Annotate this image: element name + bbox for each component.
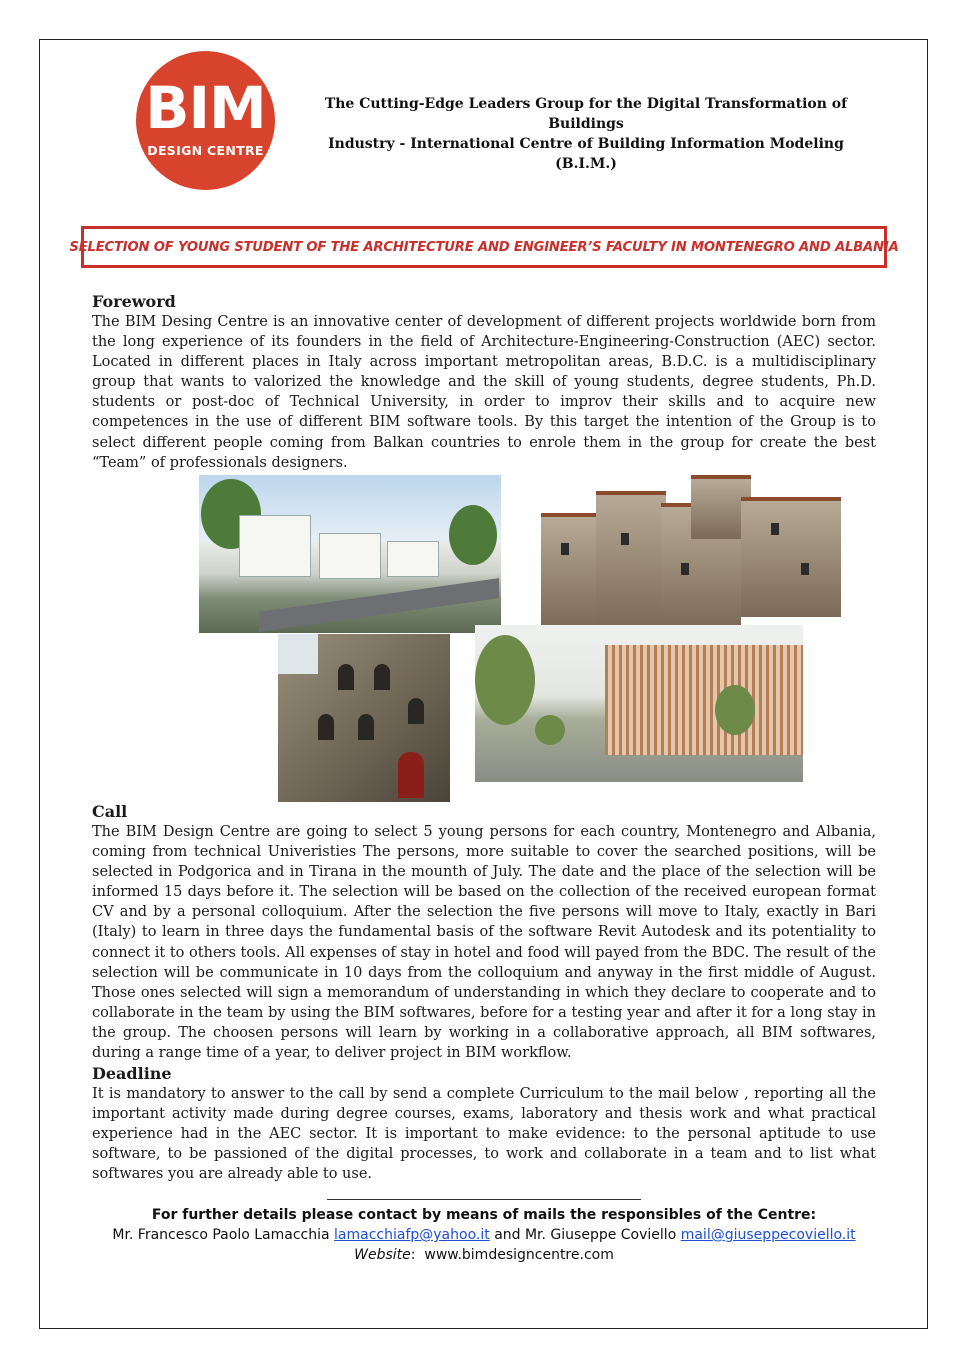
tree-shape (475, 635, 535, 725)
red-door-shape (398, 752, 424, 798)
call-section (92, 802, 876, 1063)
building-shape (541, 513, 601, 625)
call-body: The BIM Design Centre are going to select 5 young persons for each country, Montenegro and Albania, coming from technical Univeristies The persons, more suitable to cover the searched positions, will be selected in Podgorica and in Tirana in the mounth of July. The date and the place of the selection will be informed 15 days before it. The selection will be based on the collection of the received european format CV and by a personal colloquium. After the selection the five persons will move to Italy, exactly in Bari (Italy) to learn in three days the fundamental basis of the software Revit Autodesk and its potentiality to connect it to others tools. All expenses of stay in hotel and food will payed from the BDC. The result of the selection will be communicate in 10 days from the colloquium and anyway in the first middle of August. Those ones selected will sign a memorandum of understanding in which they declare to cooperate and to collaborate in the team by using the BIM softwares, before for a testing year and after it for a long stay in the group. The choosen persons will learn by working in a collaborative approach, all BIM softwares, during a range time of a year, to deliver project in BIM workflow. (92, 824, 876, 1062)
email-link-2[interactable]: mail@giuseppecoviello.it (680, 1227, 856, 1243)
title-banner (69, 226, 899, 268)
website-url[interactable]: www.bimdesigncentre.com (424, 1247, 614, 1263)
email-link-1[interactable]: lamacchiafp@yahoo.it (334, 1227, 490, 1243)
arch-window-shape (358, 714, 374, 740)
deadline-heading: Deadline (92, 1064, 172, 1083)
photo-timber-facade (475, 625, 803, 782)
deadline-body: It is mandatory to answer to the call by send a complete Curriculum to the mail below , reporting all the important activity made during degree courses, exams, laboratory and thesis work and what practical experience had in the AEC sector. It is important to make evidence: to the personal aptitude to use software, to be passioned of the digital processes, to work and collaborate in a team and to list what softwares you are already able to use. (92, 1086, 876, 1183)
timber-slats-shape (605, 645, 803, 755)
logo-sub-text: DESIGN CENTRE (147, 143, 264, 158)
arch-window-shape (374, 664, 390, 690)
bim-logo (136, 51, 275, 190)
tagline-line-2: Industry - International Centre of Building Information Modeling (B.I.M.) (328, 136, 844, 172)
arch-window-shape (338, 664, 354, 690)
website-line (60, 1245, 908, 1265)
website-colon: : (410, 1247, 425, 1263)
photo-historic-buildings (541, 473, 841, 625)
window-shape (561, 543, 569, 555)
arch-window-shape (408, 698, 424, 724)
building-shape (741, 497, 841, 617)
call-heading: Call (92, 802, 128, 821)
contact-person-2: and Mr. Giuseppe Coviello (494, 1227, 677, 1243)
foreword-body: The BIM Desing Centre is an innovative center of development of different projects worldwide born from the long experience of its founders in the field of Architecture-Engineering-Construction (AEC) sector. Located in different places in Italy across important metropolitan areas, B.D.C. is a multidisciplinary group that wants to valorized the knowledge and the skill of young students, degree students, Ph.D. students or post-doc of Technical University, in order to improv their skills and to acquire new competences in the use of different BIM software tools. By this target the intention of the Group is to select different people coming from Balkan countries to enrole them in the group for create the best “Team” of professionals designers. (92, 314, 876, 471)
house-shape (387, 541, 439, 577)
header-tagline (312, 94, 860, 174)
tagline-line-1: The Cutting-Edge Leaders Group for the Digital Transformation of Buildings (324, 96, 848, 132)
foreword-heading: Foreword (92, 292, 176, 311)
window-shape (621, 533, 629, 545)
foreword-section (92, 292, 876, 473)
contact-line (60, 1225, 908, 1245)
contact-person-1: Mr. Francesco Paolo Lamacchia (112, 1227, 330, 1243)
logo-main-text: BIM (145, 74, 266, 142)
road-shape (259, 578, 499, 632)
house-shape (319, 533, 381, 579)
tree-shape (449, 505, 497, 565)
house-shape (239, 515, 311, 577)
window-shape (681, 563, 689, 575)
window-shape (801, 563, 809, 575)
footer-divider (327, 1199, 641, 1200)
banner-title: SELECTION OF YOUNG STUDENT OF THE ARCHITECTURE AND ENGINEER’S FACULTY IN MONTENEGRO AND ALBANIA (69, 239, 899, 255)
arch-window-shape (318, 714, 334, 740)
photo-stone-building (278, 634, 450, 802)
sky-shape (278, 634, 318, 674)
building-shape (596, 491, 666, 625)
window-shape (771, 523, 779, 535)
website-label: Website (354, 1247, 411, 1263)
tree-shape (715, 685, 755, 735)
photo-modern-townhouses (199, 475, 501, 633)
contact-heading: For further details please contact by means of mails the responsibles of the Centre: (151, 1207, 817, 1223)
deadline-section (92, 1064, 876, 1184)
tree-shape (535, 715, 565, 745)
